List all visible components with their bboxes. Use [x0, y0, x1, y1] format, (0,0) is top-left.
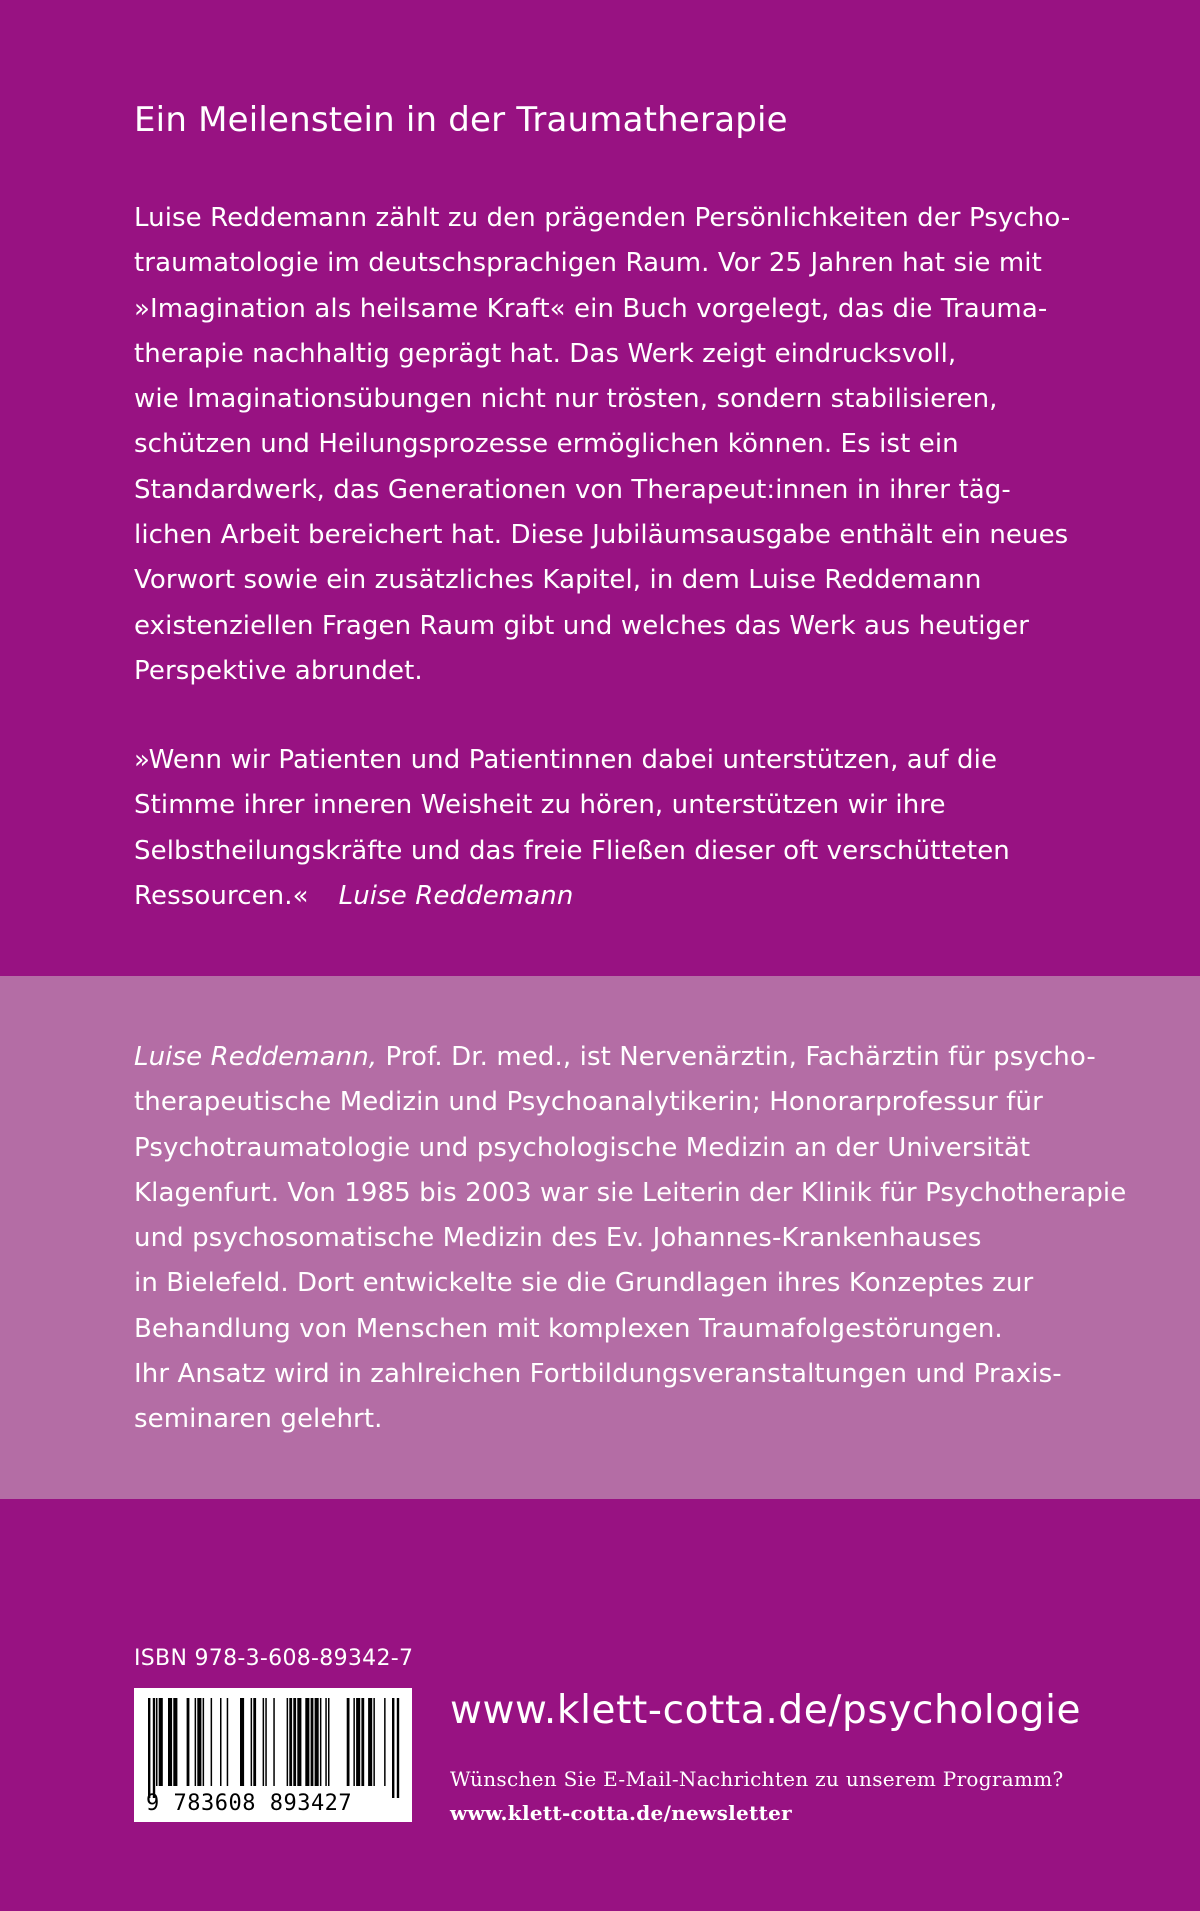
quote-last-line	[134, 874, 1010, 919]
bio-line: in Bielefeld. Dort entwickelte sie die Grundlagen ihres Konzeptes zur	[134, 1268, 1034, 1299]
publisher-website-link[interactable]: www.klett-cotta.de/psychologie	[450, 1688, 1082, 1733]
bio-line: Behandlung von Menschen mit komplexen Traumafolgestörungen.	[134, 1313, 1003, 1344]
description-line: »Imagination als heilsame Kraft« ein Buch vorgelegt, das die Trauma-	[134, 293, 1048, 324]
description-line: traumatologie im deutschsprachigen Raum. Vor 25 Jahren hat sie mit	[134, 248, 1042, 279]
description-line: Standardwerk, das Generationen von Therapeut:innen in ihrer täg-	[134, 474, 1011, 505]
quote-line: Stimme ihrer inneren Weisheit zu hören, unterstützen wir ihre	[134, 790, 946, 821]
description-line: Luise Reddemann zählt zu den prägenden Persönlichkeiten der Psycho-	[134, 203, 1071, 233]
quote-line-end: Ressourcen.«	[134, 880, 309, 911]
author-bio-text	[134, 1035, 1126, 1443]
newsletter-question: Wünschen Sie E-Mail-Nachrichten zu unserem Programm?	[450, 1767, 1064, 1791]
description-line: existenziellen Fragen Raum gibt und welches das Werk aus heutiger	[134, 610, 1030, 641]
newsletter-link[interactable]: www.klett-cotta.de/newsletter	[450, 1801, 792, 1825]
bio-line: therapeutische Medizin und Psychoanalytikerin; Honorarprofessur für	[134, 1087, 1043, 1118]
isbn-barcode	[134, 1688, 412, 1822]
bio-line: seminaren gelehrt.	[134, 1404, 383, 1435]
description-line: Vorwort sowie ein zusätzliches Kapitel, in dem Luise Reddemann	[134, 565, 982, 596]
description-line: therapie nachhaltig geprägt hat. Das Werk zeigt eindrucksvoll,	[134, 338, 957, 369]
description-line: lichen Arbeit bereichert hat. Diese Jubiläumsausgabe enthält ein neues	[134, 520, 1069, 551]
quote-line: »Wenn wir Patienten und Patientinnen dabei unterstützen, auf die	[134, 745, 998, 775]
bio-line-rest: Prof. Dr. med., ist Nervenärztin, Fachärztin für psycho-	[377, 1042, 1096, 1072]
description-line: schützen und Heilungsprozesse ermöglichen können. Es ist ein	[134, 429, 959, 460]
book-tagline-title: Ein Meilenstein in der Traumatherapie	[134, 100, 788, 140]
quote-line: Selbstheilungskräfte und das freie Fließen dieser oft verschütteten	[134, 835, 1010, 866]
bio-line: und psychosomatische Medizin des Ev. Johannes-Krankenhauses	[134, 1223, 982, 1254]
bio-line: Psychotraumatologie und psychologische Medizin an der Universität	[134, 1132, 1031, 1163]
author-quote	[134, 738, 1010, 919]
barcode-digits: 9 783608 893427	[146, 1791, 353, 1816]
bio-line: Ihr Ansatz wird in zahlreichen Fortbildungsveranstaltungen und Praxis-	[134, 1359, 1062, 1390]
description-line: wie Imaginationsübungen nicht nur trösten, sondern stabilisieren,	[134, 384, 998, 415]
bio-author-name: Luise Reddemann,	[134, 1042, 378, 1072]
description-text	[134, 196, 1070, 694]
description-line: Perspektive abrundet.	[134, 655, 423, 686]
isbn-label: ISBN 978-3-608-89342-7	[134, 1646, 414, 1671]
quote-attribution: Luise Reddemann	[338, 880, 574, 911]
bio-first-line	[134, 1035, 1126, 1080]
bio-line: Klagenfurt. Von 1985 bis 2003 war sie Leiterin der Klinik für Psychotherapie	[134, 1177, 1127, 1208]
